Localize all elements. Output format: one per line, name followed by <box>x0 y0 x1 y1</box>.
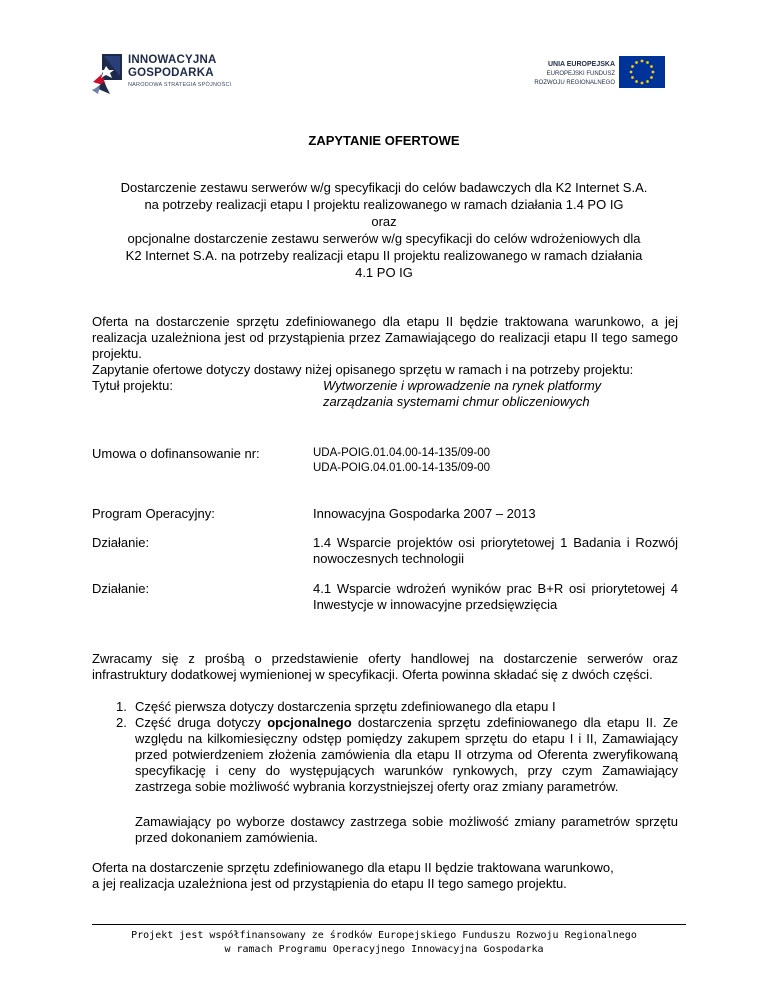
footer <box>0 929 768 957</box>
detail-value: Wytworzenie i wprowadzenie na rynek platformy zarządzania systemami chmur obliczeniowych <box>323 378 602 409</box>
logo-text-line2: GOSPODARKA <box>128 67 214 79</box>
detail-value <box>313 446 678 476</box>
closing-line: a jej realizacja uzależniona jest od przystąpienia do etapu II tego samego projektu. <box>92 876 567 891</box>
eu-logo-text <box>495 60 615 88</box>
agreement-number: UDA-POIG.04.01.00-14-135/09-00 <box>313 462 491 474</box>
subject-line: oraz <box>371 214 397 229</box>
detail-value: 4.1 Wsparcie wdrożeń wyników prac B+R osi priorytetowej 4 Inwestycje w innowacyjne przedsięwzięcia <box>313 581 678 612</box>
closing-section <box>92 860 678 892</box>
detail-label: Umowa o dofinansowanie nr: <box>92 446 260 461</box>
eu-logo <box>505 56 665 96</box>
agreement-number: UDA-POIG.01.04.00-14-135/09-00 <box>313 447 491 459</box>
list-item-text: Część pierwsza dotyczy dostarczenia sprzętu zdefiniowanego dla etapu I <box>135 699 556 714</box>
subject-line: opcjonalne dostarczenie zestawu serwerów w/g specyfikacji do celów wdrożeniowych dla <box>127 231 641 246</box>
list-number: 2. <box>116 715 127 730</box>
ig-logo-icon <box>90 52 126 96</box>
logo-text-line3: NARODOWA STRATEGIA SPÓJNOŚCI <box>128 82 232 88</box>
intro-section <box>92 314 678 378</box>
eu-flag-icon <box>619 56 665 88</box>
subject-block <box>88 179 680 281</box>
offer-parts-list <box>92 699 678 795</box>
footer-divider <box>92 924 686 925</box>
eu-logo-line3: ROZWOJU REGIONALNEGO <box>534 80 615 86</box>
subject-line: na potrzeby realizacji etapu I projektu realizowanego w ramach działania 1.4 PO IG <box>144 197 624 212</box>
indented-section <box>135 814 678 846</box>
list-item <box>92 699 678 715</box>
subject-line: 4.1 PO IG <box>355 265 413 280</box>
list-item <box>92 715 678 795</box>
detail-label: Działanie: <box>92 581 150 596</box>
detail-label: Program Operacyjny: <box>92 506 215 521</box>
intro-paragraph: Zapytanie ofertowe dotyczy dostawy niżej opisanego sprzętu w ramach i na potrzeby projektu: <box>92 362 634 377</box>
detail-value: 1.4 Wsparcie projektów osi priorytetowej 1 Badania i Rozwój nowoczesnych technologii <box>313 535 678 566</box>
list-number: 1. <box>116 699 127 714</box>
request-paragraph: Zwracamy się z prośbą o przedstawienie oferty handlowej na dostarczenie serwerów oraz infrastruktury dodatkowej wymienionej w specyfikacji. Oferta powinna składać się z dwóch części. <box>92 651 678 682</box>
detail-label: Tytuł projektu: <box>92 378 173 393</box>
intro-paragraph: Oferta na dostarczenie sprzętu zdefiniowanego dla etapu II będzie traktowana warunkowo, a jej realizacja uzależniona jest od przystąpienia przez Zamawiającego do realizacji etapu II tego samego projektu. <box>92 314 678 361</box>
subject-line: Dostarczenie zestawu serwerów w/g specyfikacji do celów badawczych dla K2 Internet S.A. <box>120 180 648 195</box>
request-section <box>92 651 678 683</box>
detail-value: Innowacyjna Gospodarka 2007 – 2013 <box>313 506 536 521</box>
indented-paragraph: Zamawiający po wyborze dostawcy zastrzega sobie możliwość zmiany parametrów sprzętu przed dokonaniem zamówienia. <box>135 814 678 845</box>
document-title: ZAPYTANIE OFERTOWE <box>308 133 460 148</box>
footer-line: w ramach Programu Operacyjnego Innowacyjna Gospodarka <box>224 944 544 955</box>
logo-text-line1: INNOWACYJNA <box>128 54 217 66</box>
list-item-emphasis: opcjonalnego <box>267 715 352 730</box>
innowacyjna-gospodarka-logo <box>90 52 240 96</box>
list-item-text: Część druga dotyczy <box>135 715 268 730</box>
closing-line: Oferta na dostarczenie sprzętu zdefiniowanego dla etapu II będzie traktowana warunkowo, <box>92 860 614 875</box>
eu-logo-line1: UNIA EUROPEJSKA <box>547 61 615 68</box>
list-item-text: dostarczenia sprzętu zdefiniowanego dla etapu II. Ze względu na kilkomiesięczny odstęp pomiędzy zakupem sprzętu do etapu I i II, Zamawiający przed potwierdzeniem złożenia zamówienia dla etapu II otrzyma od Oferenta zweryfikowaną specyfikację i ceny do występujących warunków rynkowych, przy czym Zamawiający zastrzega sobie możliwość wybrania korzystniejszej oferty oraz zmiany parametrów. <box>135 715 678 794</box>
detail-label: Działanie: <box>92 535 150 550</box>
subject-line: K2 Internet S.A. na potrzeby realizacji etapu II projektu realizowanego w ramach działania <box>125 248 643 263</box>
footer-line: Projekt jest współfinansowany ze środków Europejskiego Funduszu Rozwoju Regionalnego <box>131 930 637 941</box>
eu-logo-line2: EUROPEJSKI FUNDUSZ <box>546 71 615 77</box>
